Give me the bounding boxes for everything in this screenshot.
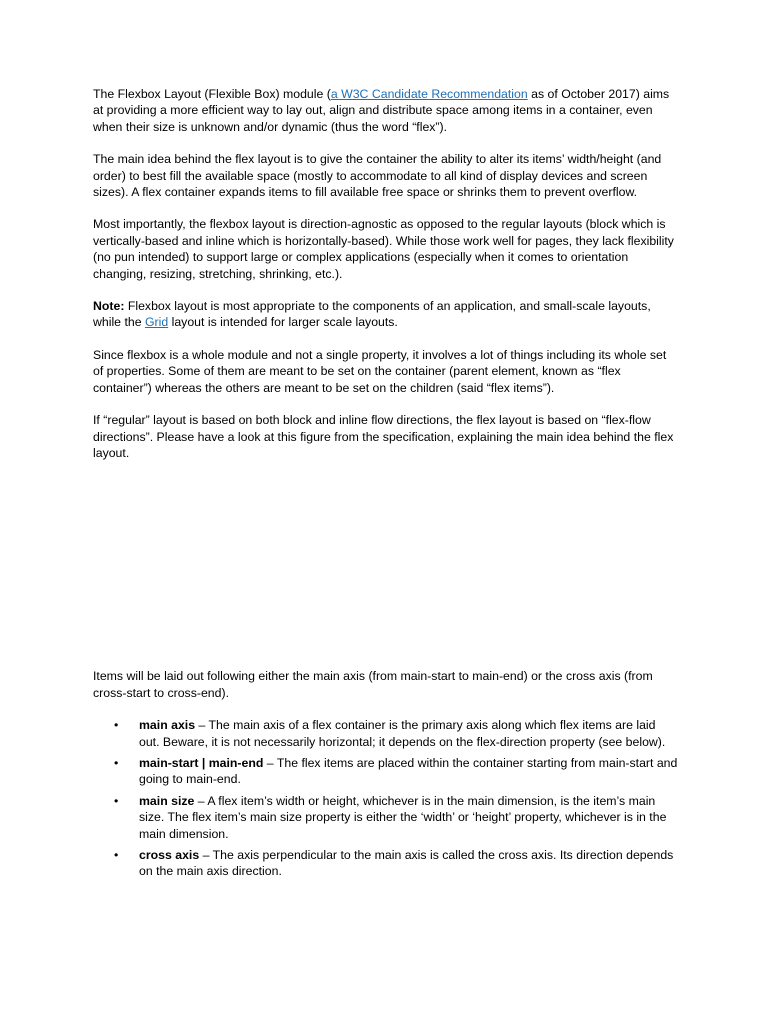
bullet-icon: • — [114, 847, 119, 862]
document-body — [93, 86, 678, 885]
paragraph-note — [93, 298, 678, 331]
paragraph-main-idea: The main idea behind the flex layout is to give the container the ability to alter its items’ width/height (and order) to best fill the available space (mostly to accommodate to all kind of display devices and screen sizes). A flex container expands items to fill available free space or shrinks them to prevent overflow. — [93, 152, 662, 200]
note-label: Note: — [93, 299, 125, 314]
list-item-main-size — [114, 793, 678, 842]
definition-main-axis: – The main axis of a flex container is the primary axis along which flex items are laid out. Beware, it is not necessarily horizontal; it depends on the flex-direction property (see below). — [139, 718, 666, 749]
w3c-recommendation-link[interactable]: a W3C Candidate Recommendation — [330, 87, 528, 101]
definition-cross-axis: – The axis perpendicular to the main axis is called the cross axis. Its direction depends on the main axis direction. — [139, 847, 674, 879]
definition-main-start-end: – The flex items are placed within the container starting from main-start and going to main-end. — [139, 755, 678, 787]
note-text-end: layout is intended for larger scale layouts. — [168, 315, 398, 330]
term-cross-axis: cross axis — [139, 847, 200, 862]
list-item-main-start-end — [114, 755, 678, 788]
paragraph-axes-intro: Items will be laid out following either the main axis (from main-start to main-end) or the cross axis (from cross-start to cross-end). — [93, 669, 653, 700]
term-main-size: main size — [139, 793, 195, 808]
terminology-list — [93, 717, 678, 880]
definition-main-size: – A flex item’s width or height, whichever is in the main dimension, is the item’s main size. The flex item’s main size property is either the ‘width’ or ‘height’ property, whichever is in the main dimension. — [139, 793, 667, 841]
paragraph-flex-flow: If “regular” layout is based on both block and inline flow directions, the flex layout is based on “flex-flow directions”. Please have a look at this figure from the specification, explaining the main idea behind the flex layout. — [93, 413, 674, 460]
paragraph-intro — [93, 86, 678, 135]
intro-text-start: The Flexbox Layout (Flexible Box) module ( — [93, 87, 331, 101]
paragraph-direction-agnostic: Most importantly, the flexbox layout is direction-agnostic as opposed to the regular layouts (block which is vertically-based and inline which is horizontally-based). While those work well for pages, they lack flexibility (no pun intended) to support large or complex applications (especially when it comes to orientation changing, resizing, stretching, shrinking, etc.). — [93, 217, 674, 281]
term-main-start-end: main-start | main-end — [139, 755, 264, 770]
bullet-icon: • — [114, 718, 119, 733]
list-item-cross-axis — [114, 847, 678, 880]
figure-placeholder — [93, 477, 678, 668]
bullet-icon: • — [114, 793, 119, 808]
term-main-axis: main axis — [139, 718, 196, 733]
intro-text-end: as of October 2017) aims at providing a more efficient way to lay out, align and distribute space among items in a container, even when their size is unknown and/or dynamic (thus the word “flex”). — [93, 87, 670, 134]
list-item-main-axis — [114, 717, 678, 750]
bullet-icon: • — [114, 755, 119, 770]
paragraph-properties: Since flexbox is a whole module and not a single property, it involves a lot of things including its whole set of properties. Some of them are meant to be set on the container (parent element, known as “flex container”) whereas the others are meant to be set on the children (said “flex items”). — [93, 347, 667, 395]
grid-link[interactable]: Grid — [144, 315, 169, 330]
note-text-start: Flexbox layout is most appropriate to the components of an application, and small-scale layouts, while the — [93, 299, 651, 330]
